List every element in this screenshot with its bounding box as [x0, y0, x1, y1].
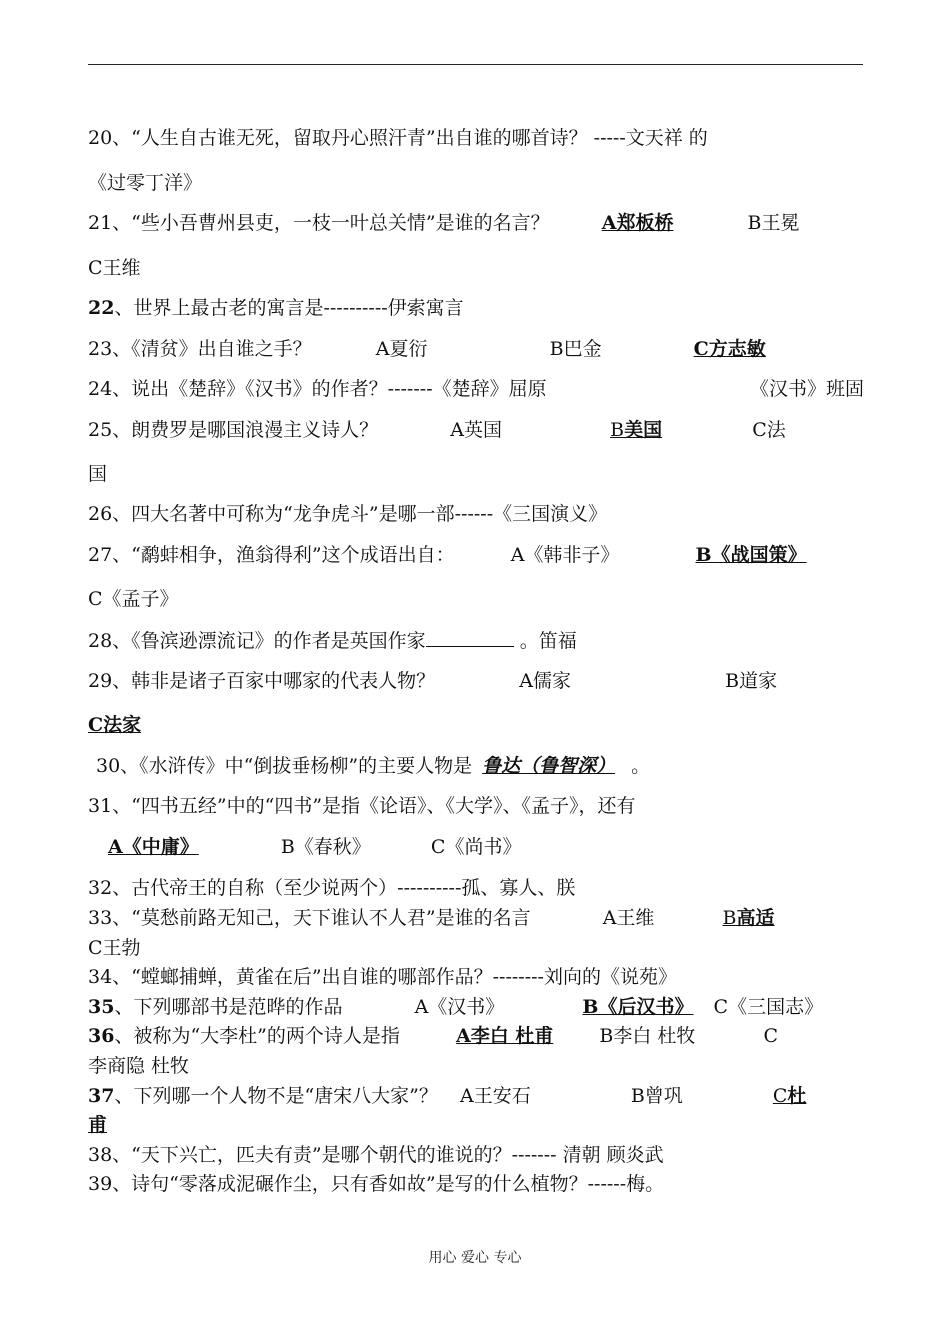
question-27-text: 27、“鹬蚌相争，渔翁得利”这个成语出自： [88, 544, 455, 566]
question-31-option-c: C《尚书》 [430, 836, 522, 858]
question-21-text: 21、“些小吾曹州县吏，一枝一叶总关情”是谁的名言？ [88, 212, 550, 234]
question-24-text: 24、说出《楚辞》《汉书》的作者？-------《楚辞》屈原 [88, 378, 547, 400]
question-23-option-a: A夏衍 [375, 338, 428, 360]
question-20-continuation [88, 171, 864, 195]
question-33-option-c: C王勃 [88, 937, 141, 959]
question-36-number: 36 [88, 1025, 115, 1047]
question-37-option-c-answer: C杜 [772, 1085, 807, 1107]
question-32-text: 32、古代帝王的自称（至少说两个）----------孤、寡人、朕 [88, 877, 576, 899]
question-32 [88, 876, 864, 900]
question-25-option-a: A英国 [450, 419, 503, 441]
question-33-option-a: A王维 [602, 907, 655, 929]
question-31-text: 31、“四书五经”中的“四书”是指《论语》、《大学》、《孟子》，还有 [88, 795, 636, 817]
question-35-number: 35 [88, 996, 115, 1018]
question-28-answer: 。笛福 [519, 630, 577, 652]
question-21-continuation [88, 256, 864, 280]
question-36-option-c-cont: 李商隐 杜牧 [88, 1055, 190, 1077]
page-footer: 用心 爱心 专心 [428, 1250, 522, 1266]
question-35-option-b-answer: B《后汉书》 [582, 996, 694, 1018]
question-21-option-a-answer: A郑板桥 [601, 212, 674, 234]
question-31-option-a-answer: A《中庸》 [108, 836, 199, 858]
question-38-text: 38、“天下兴亡，匹夫有责”是哪个朝代的谁说的？------- 清朝 顾炎武 [88, 1144, 664, 1166]
question-31-options [108, 835, 884, 859]
question-30-text: 30、《水浒传》中“倒拔垂杨柳”的主要人物是 [96, 755, 473, 777]
question-25-option-b-answer: B美国 [610, 419, 663, 441]
question-37-text: 、下列哪一个人物不是“唐宋八大家”？ [114, 1085, 438, 1107]
question-27-option-c: C《孟子》 [88, 588, 179, 610]
question-33 [88, 906, 864, 930]
question-27 [88, 543, 864, 567]
question-26-text: 26、四大名著中可称为“龙争虎斗”是哪一部------《三国演义》 [88, 503, 608, 525]
question-37-number: 37 [88, 1085, 115, 1107]
question-25-option-c-cont: 国 [88, 463, 108, 485]
question-36-option-a-answer: A李白 杜甫 [455, 1025, 554, 1047]
question-23-text: 23、《清贫》出自谁之手？ [88, 338, 312, 360]
question-24 [88, 377, 864, 401]
question-27-option-b-answer: B《战国策》 [695, 544, 807, 566]
question-20-answer: 《过零丁洋》 [88, 172, 203, 194]
question-22-number: 22 [88, 297, 115, 319]
question-36-option-b: B李白 杜牧 [599, 1025, 696, 1047]
question-22-text: 、世界上最古老的寓言是----------伊索寓言 [114, 297, 464, 319]
question-21-option-c: C王维 [88, 257, 141, 279]
header-rule [88, 64, 863, 65]
question-24-answer-b: 《汉书》班固 [749, 378, 864, 400]
question-35-text: 、下列哪部书是范晔的作品 [114, 996, 343, 1018]
question-20-text: 20、“人生自古谁无死，留取丹心照汗青”出自谁的哪首诗？ -----文天祥 的 [88, 127, 708, 149]
question-21-option-b: B王冕 [747, 212, 800, 234]
question-33-continuation [88, 936, 864, 960]
question-35 [88, 995, 864, 1019]
question-29-option-a: A儒家 [519, 670, 572, 692]
question-35-option-c: C《三国志》 [713, 996, 824, 1018]
question-25 [88, 418, 864, 442]
question-33-text: 33、“莫愁前路无知己，天下谁认不人君”是谁的名言 [88, 907, 531, 929]
question-27-continuation [88, 587, 864, 611]
answer-blank [426, 628, 514, 647]
question-37-option-b: B曾巩 [630, 1085, 683, 1107]
question-28 [88, 628, 864, 653]
question-23-option-c-answer: C方志敏 [693, 338, 766, 360]
question-36-text: 、被称为“大李杜”的两个诗人是指 [114, 1025, 400, 1047]
question-34 [88, 965, 864, 989]
question-30 [96, 754, 872, 778]
question-29 [88, 669, 864, 693]
question-28-text: 28、《鲁滨逊漂流记》的作者是英国作家 [88, 630, 426, 652]
question-29-text: 29、韩非是诸子百家中哪家的代表人物？ [88, 670, 436, 692]
question-31-option-b: B《春秋》 [280, 836, 371, 858]
question-30-answer: 鲁达（鲁智深） [482, 755, 616, 777]
question-30-period: 。 [631, 755, 651, 777]
question-36 [88, 1024, 864, 1048]
question-20 [88, 126, 864, 150]
question-22 [88, 296, 864, 320]
question-39 [88, 1172, 864, 1196]
question-29-continuation [88, 713, 864, 737]
question-21 [88, 211, 864, 235]
question-29-option-b: B道家 [725, 670, 778, 692]
question-29-option-c-answer: C法家 [88, 714, 142, 736]
question-26 [88, 502, 864, 526]
question-23-option-b: B巴金 [549, 338, 602, 360]
question-23 [88, 337, 864, 361]
question-33-option-b-answer: B高适 [722, 907, 775, 929]
question-38 [88, 1143, 864, 1167]
question-35-option-a: A《汉书》 [414, 996, 505, 1018]
question-36-continuation [88, 1054, 864, 1078]
question-34-text: 34、“螳螂捕蝉，黄雀在后”出自谁的哪部作品？--------刘向的《说苑》 [88, 966, 677, 988]
question-36-option-c: C [763, 1025, 779, 1047]
question-37-option-c-cont: 甫 [88, 1114, 108, 1136]
question-31 [88, 794, 864, 818]
question-27-option-a: A《韩非子》 [510, 544, 620, 566]
question-39-text: 39、诗句“零落成泥碾作尘，只有香如故”是写的什么植物？------梅。 [88, 1173, 665, 1195]
question-25-text: 25、朗费罗是哪国浪漫主义诗人？ [88, 419, 379, 441]
question-25-option-c: C法 [752, 419, 786, 441]
question-37 [88, 1084, 864, 1108]
question-37-option-a: A王安石 [459, 1085, 531, 1107]
question-25-continuation [88, 462, 864, 486]
question-37-continuation [88, 1113, 864, 1137]
